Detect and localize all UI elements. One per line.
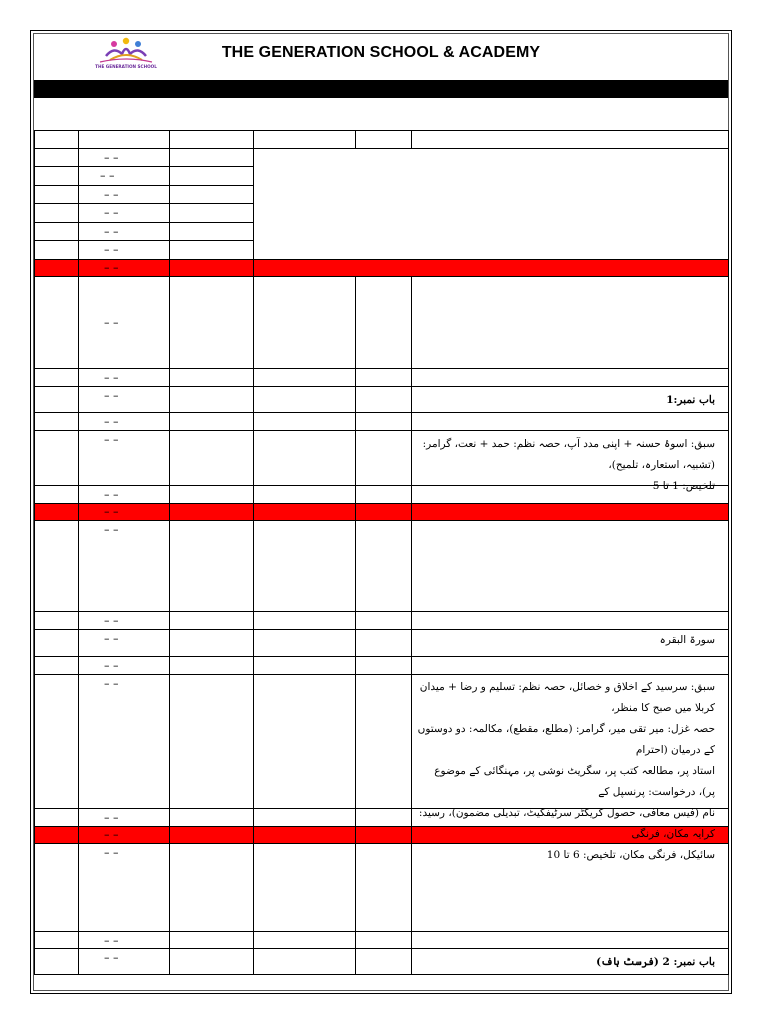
row-line xyxy=(34,259,729,260)
col-line xyxy=(355,276,356,975)
date-placeholder: – – xyxy=(104,523,119,536)
date-placeholder: – – xyxy=(104,261,119,274)
row-line xyxy=(34,974,729,975)
row-line xyxy=(34,503,729,504)
row-line xyxy=(34,130,729,131)
date-placeholder: – – xyxy=(104,151,119,164)
date-placeholder: – – xyxy=(104,846,119,859)
date-placeholder: – – xyxy=(104,243,119,256)
row-line xyxy=(34,166,254,167)
col-line xyxy=(411,130,412,149)
lesson-text: سبق: اسوۂ حسنہ + اپنی مدد آپ، حصہ نظم: حمد + نعت، گرامر: (تشبیہ، استعارہ، تلمیح)، تلخیص: 1 تا 5 xyxy=(422,438,715,492)
date-placeholder: – – xyxy=(104,225,119,238)
date-placeholder: – – xyxy=(104,316,119,329)
date-placeholder: – – xyxy=(104,188,119,201)
row-line xyxy=(34,412,729,413)
col-line xyxy=(411,276,412,975)
row-line xyxy=(34,240,254,241)
date-placeholder: – – xyxy=(104,433,119,446)
row-line xyxy=(34,611,729,612)
date-placeholder: – – xyxy=(104,371,119,384)
col-line xyxy=(253,148,254,259)
svg-text:THE GENERATION SCHOOL: THE GENERATION SCHOOL xyxy=(95,64,157,69)
lesson-text: سبق: سرسید کے اخلاق و خصائل، حصہ نظم: تسلیم و رضا + میدان کربلا میں صبح کا منظر، حصہ غزل: میر تقی میر، گرامر: (مطلع، مقطع)، مکالمہ: دو دوستوں کے درمیان (احترام استاد پر، مطالعہ کتب پر، سگریٹ نوشی پر، مہنگائی کے موضوع پر)، درخواست: پرنسپل کے نام (فیس معافی، حصول کریکٹر سرٹیفکیٹ، تبدیلی مضمون)، رسید: کرایہ مکان، فرنگی سائیکل، فرنگی مکان، تلخیص: 6 تا 10 xyxy=(417,681,715,861)
schedule-table xyxy=(34,0,729,1024)
col-line xyxy=(355,130,356,149)
row-line xyxy=(34,948,729,949)
highlight-row xyxy=(34,503,729,520)
date-placeholder: – – xyxy=(104,811,119,824)
row-line xyxy=(34,520,729,521)
row-line xyxy=(34,931,729,932)
row-line xyxy=(34,386,729,387)
date-placeholder: – – xyxy=(104,934,119,947)
col-line xyxy=(728,130,729,975)
date-placeholder: – – xyxy=(104,632,119,645)
col-line xyxy=(34,130,35,975)
col-line xyxy=(169,130,170,975)
date-placeholder: – – xyxy=(104,951,119,964)
col-line xyxy=(253,130,254,149)
date-placeholder: – – xyxy=(104,614,119,627)
highlight-row xyxy=(34,259,729,276)
date-placeholder: – – xyxy=(104,206,119,219)
row-line xyxy=(34,203,254,204)
surah-label: سورۃ البقرہ xyxy=(659,634,715,646)
date-placeholder: – – xyxy=(104,389,119,402)
row-line xyxy=(34,656,729,657)
row-line xyxy=(34,276,729,277)
school-title: THE GENERATION SCHOOL & ACADEMY xyxy=(221,44,541,61)
chapter-label: باب نمبر: 2 (فرسٹ ہاف) xyxy=(596,956,715,968)
row-line xyxy=(34,368,729,369)
row-line xyxy=(34,185,254,186)
date-placeholder: – – xyxy=(104,505,119,518)
date-placeholder: – – xyxy=(104,488,119,501)
date-placeholder: – – xyxy=(100,169,115,182)
date-placeholder: – – xyxy=(104,828,119,841)
row-line xyxy=(34,430,729,431)
row-line xyxy=(34,148,729,149)
chapter-label: باب نمبر:1 xyxy=(666,394,715,406)
row-line xyxy=(34,629,729,630)
date-placeholder: – – xyxy=(104,659,119,672)
row-line xyxy=(34,674,729,675)
col-line xyxy=(253,259,254,975)
col-line xyxy=(78,130,79,975)
date-placeholder: – – xyxy=(104,415,119,428)
row-line xyxy=(34,222,254,223)
date-placeholder: – – xyxy=(104,677,119,690)
